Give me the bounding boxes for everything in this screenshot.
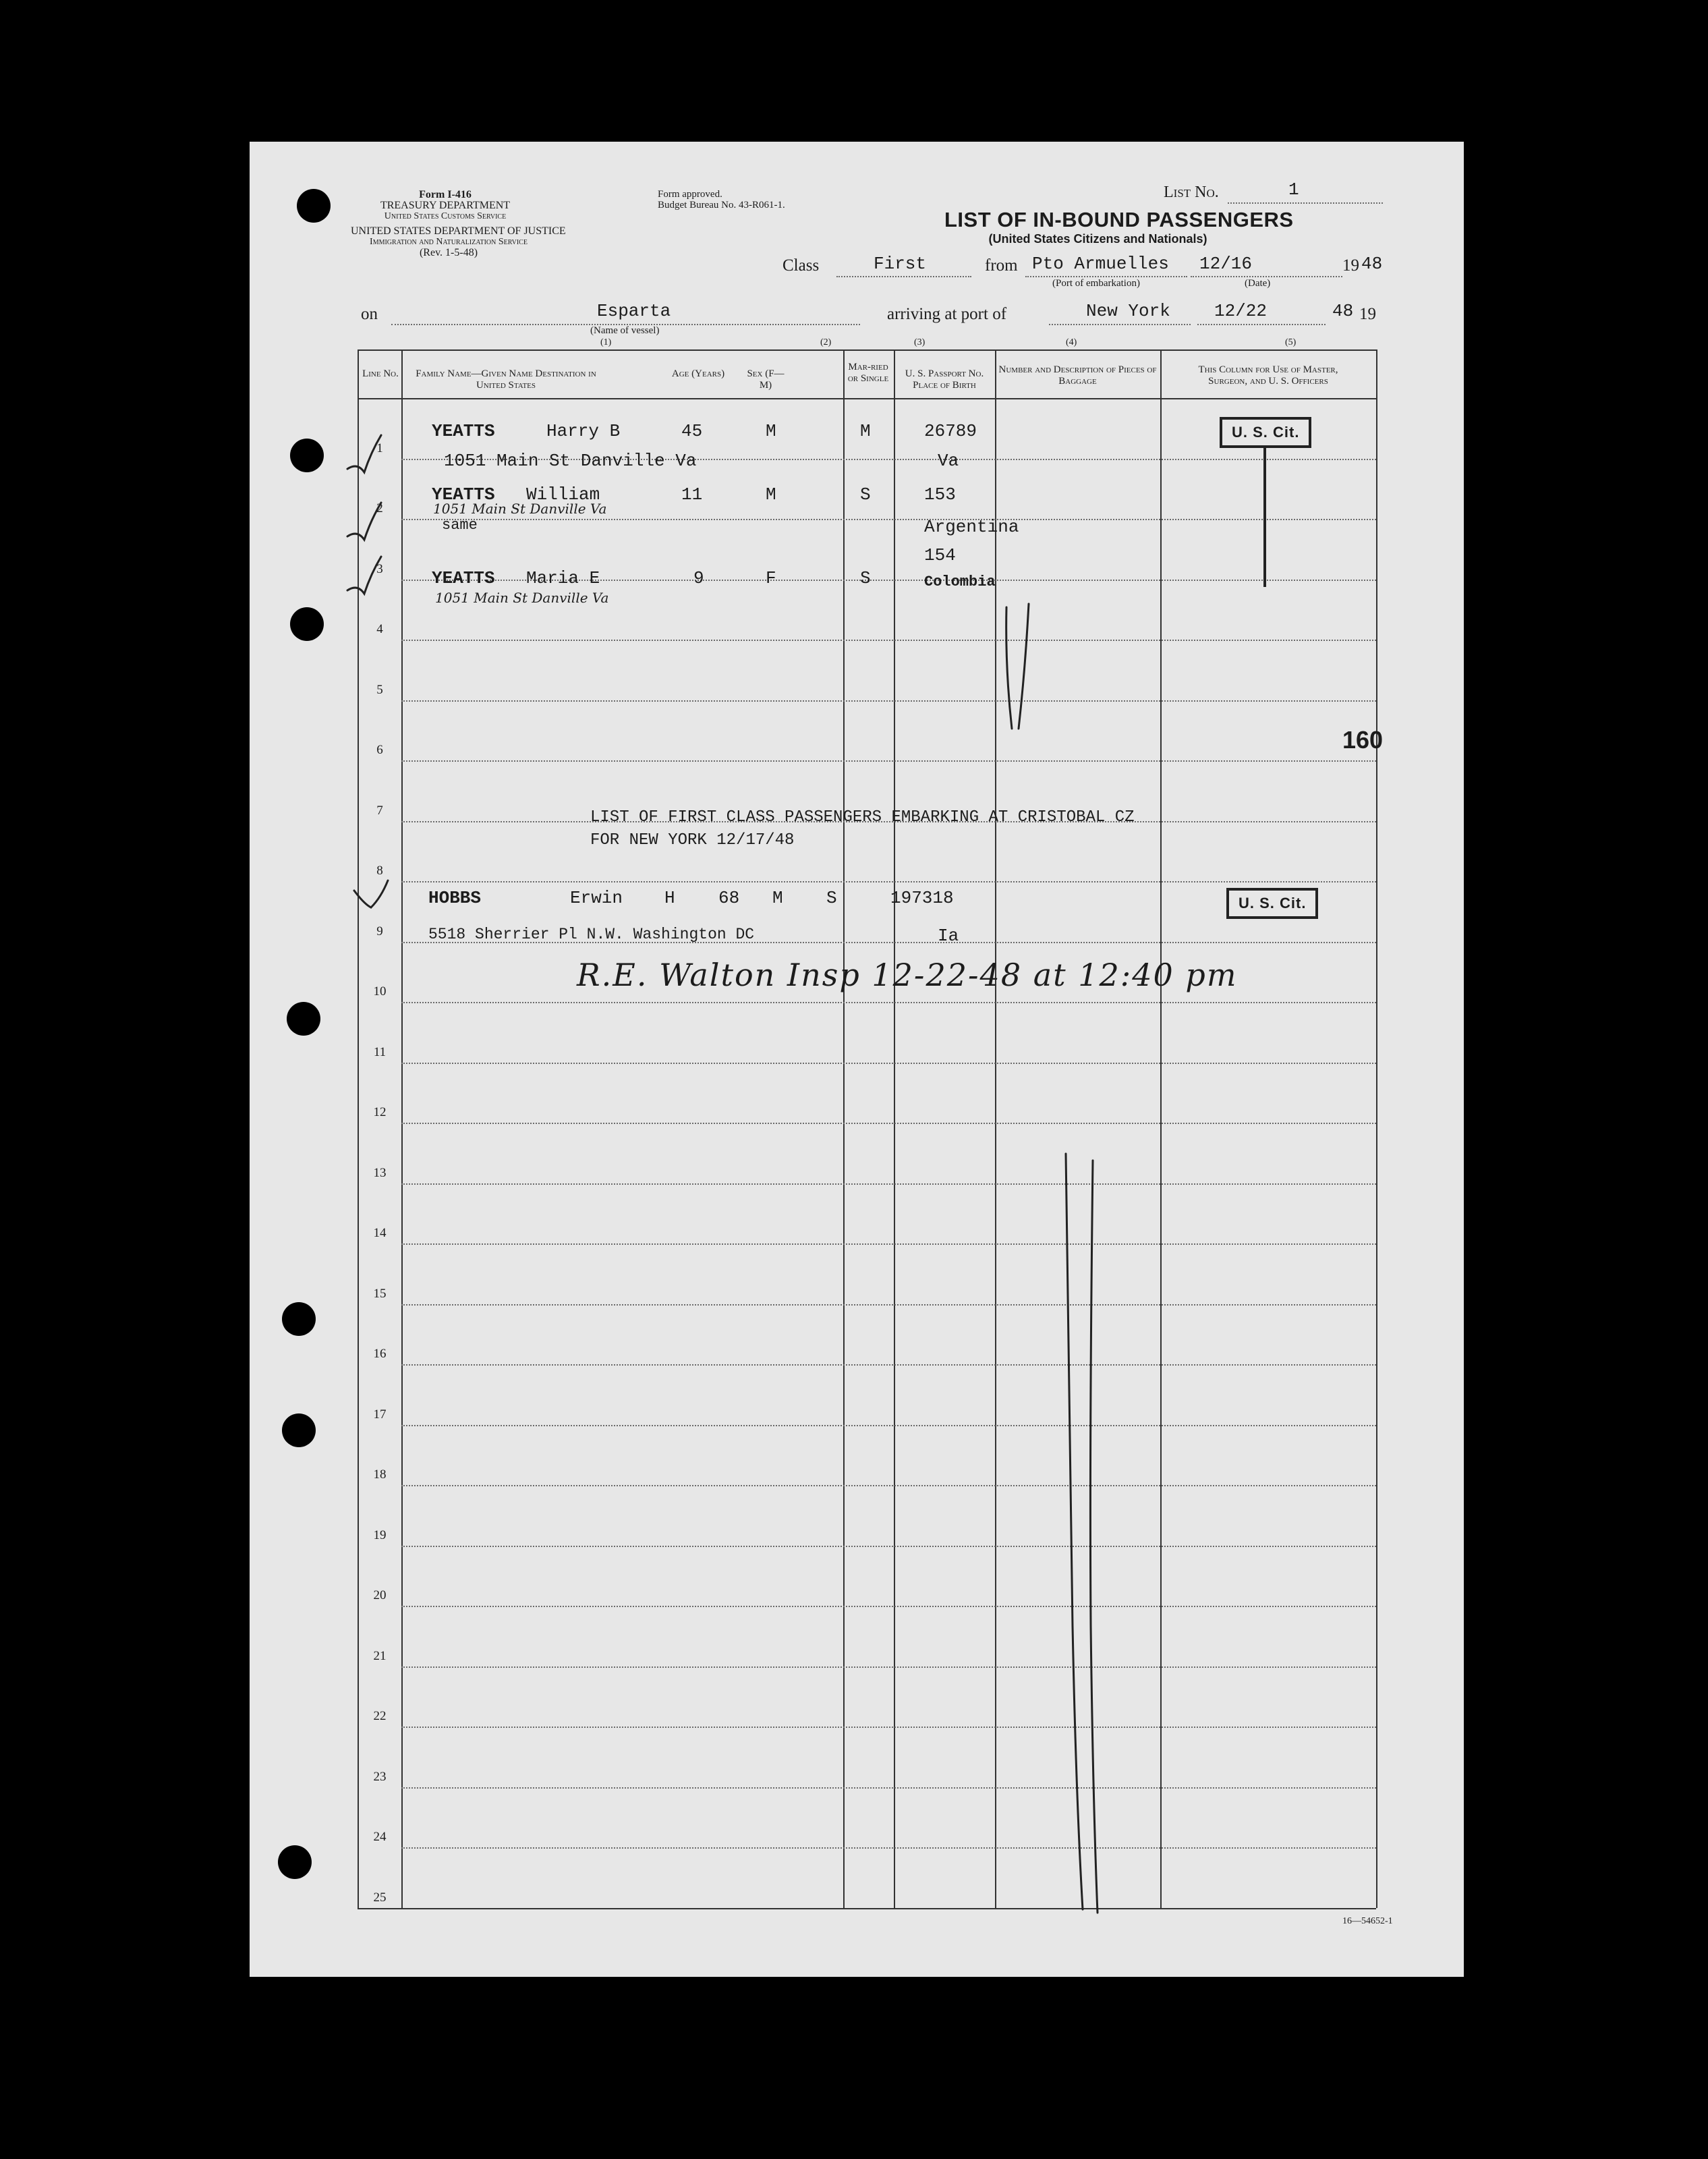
line-number: 5 <box>376 682 383 697</box>
us-citizen-stamp: U. S. Cit. <box>1220 417 1311 448</box>
form-subtitle: (United States Citizens and Nationals) <box>988 232 1207 246</box>
binder-hole <box>282 1413 316 1447</box>
inspector-note: R.E. Walton Insp 12-22-48 at 12:40 pm <box>577 957 1238 993</box>
binder-hole <box>287 1002 320 1036</box>
col-age: Age (Years) <box>671 368 725 379</box>
check-mark <box>344 499 385 546</box>
justice-dept: UNITED STATES DEPARTMENT OF JUSTICE <box>351 225 566 237</box>
from-label: from <box>985 256 1018 275</box>
list-no-value: 1 <box>1288 179 1299 200</box>
row-rule <box>401 519 1376 520</box>
line-number: 24 <box>373 1830 387 1844</box>
ins-service: Immigration and Naturalization Service <box>370 237 528 247</box>
entry-address-same: same <box>442 517 478 534</box>
line-number: 12 <box>373 1105 387 1119</box>
entry-married: S <box>860 484 871 505</box>
form-footer: 16—54652-1 <box>1342 1916 1393 1926</box>
entry-family-name: YEATTS <box>432 421 495 441</box>
row-rule <box>401 1727 1376 1728</box>
line-number: 13 <box>373 1165 387 1180</box>
form-number: Form I-416 <box>419 189 472 200</box>
entry-given-name: Erwin <box>570 888 623 908</box>
line-number: 18 <box>373 1467 387 1482</box>
line-number: 14 <box>373 1226 387 1240</box>
entry-passport: 154 <box>924 545 956 565</box>
entry-age: 9 <box>693 568 704 588</box>
line-number: 3 <box>376 561 383 576</box>
entry-passport: 197318 <box>890 888 954 908</box>
line-number: 9 <box>376 924 383 938</box>
treasury-dept: TREASURY DEPARTMENT <box>380 200 511 211</box>
entry-passport: 153 <box>924 484 956 505</box>
vessel-name: Esparta <box>597 301 671 321</box>
line-number: 16 <box>373 1347 387 1361</box>
row-rule <box>401 700 1376 702</box>
binder-hole <box>278 1845 312 1879</box>
entry-given-name: Maria E <box>526 568 600 588</box>
entry-birthplace: Ia <box>938 926 959 946</box>
arrival-year-suffix: 19 <box>1359 305 1376 323</box>
line-number: 25 <box>373 1890 387 1905</box>
entry-married: S <box>860 568 871 588</box>
section-heading: LIST OF FIRST CLASS PASSENGERS EMBARKING AT CRISTOBAL CZ <box>590 808 1135 826</box>
entry-given-name: William <box>526 484 600 505</box>
col-num-3: (3) <box>914 337 926 347</box>
entry-passport: 26789 <box>924 421 977 441</box>
entry-family-name: YEATTS <box>432 484 495 505</box>
entry-address: 5518 Sherrier Pl N.W. Washington DC <box>428 926 755 943</box>
line-number: 2 <box>376 501 383 515</box>
line-number: 20 <box>373 1588 387 1602</box>
row-rule <box>401 1183 1376 1185</box>
binder-hole <box>282 1302 316 1336</box>
row-rule <box>401 1847 1376 1849</box>
binder-hole <box>297 189 331 223</box>
check-mark <box>351 877 391 911</box>
entry-family-name: YEATTS <box>432 568 495 588</box>
arriving-label: arriving at port of <box>887 305 1007 323</box>
line-number: 11 <box>373 1044 387 1059</box>
entry-age: 45 <box>681 421 703 441</box>
check-mark <box>344 432 385 479</box>
binder-hole <box>290 439 324 472</box>
col-num-1: (1) <box>600 337 612 347</box>
line-number: 1 <box>376 441 383 455</box>
entry-given-name: Harry B <box>546 421 621 441</box>
from-value: Pto Armuelles <box>1032 254 1169 274</box>
line-number: 17 <box>373 1407 387 1422</box>
entry-family-name: HOBBS <box>428 888 482 908</box>
col-line-no: Line No. <box>362 368 399 379</box>
row-rule <box>401 881 1376 882</box>
col-married: Mar-ried or Single <box>847 362 889 384</box>
arrival-year: 48 <box>1332 301 1354 321</box>
customs-service: United States Customs Service <box>384 211 507 221</box>
row-rule <box>401 1243 1376 1245</box>
budget-bureau: Budget Bureau No. 43-R061-1. <box>658 200 785 211</box>
row-rule <box>401 1304 1376 1306</box>
entry-sex: M <box>766 421 776 441</box>
manifest-page <box>250 142 1464 1977</box>
depart-year-prefix: 19 <box>1342 256 1359 275</box>
row-rule <box>401 1063 1376 1064</box>
form-approved: Form approved. <box>658 189 722 200</box>
date-caption: (Date) <box>1245 278 1271 289</box>
list-no-label: List No. <box>1164 184 1219 201</box>
row-rule <box>401 1123 1376 1124</box>
ditto-bracket <box>998 600 1039 735</box>
line-number: 10 <box>373 984 387 999</box>
line-number: 4 <box>376 622 383 636</box>
row-rule <box>401 640 1376 641</box>
line-number: 6 <box>376 743 383 757</box>
line-number: 21 <box>373 1648 387 1663</box>
row-rule <box>401 1546 1376 1547</box>
row-rule <box>401 1606 1376 1607</box>
entry-age: 68 <box>718 888 740 908</box>
line-number: 7 <box>376 803 383 818</box>
section-heading-2: FOR NEW YORK 12/17/48 <box>590 831 795 849</box>
row-rule <box>401 760 1376 762</box>
entry-address: 1051 Main St Danville Va <box>444 451 697 471</box>
line-number: 15 <box>373 1286 387 1301</box>
row-rule <box>401 1666 1376 1668</box>
line-number: 22 <box>373 1709 387 1723</box>
from-caption: (Port of embarkation) <box>1052 278 1140 289</box>
entry-birthplace: Colombia <box>924 573 996 590</box>
line-number: 23 <box>373 1769 387 1784</box>
col-baggage: Number and Description of Pieces of Baggage <box>998 364 1157 387</box>
depart-year: 48 <box>1361 254 1383 274</box>
row-rule <box>401 1364 1376 1366</box>
row-rule <box>401 1485 1376 1486</box>
pencil-line <box>1056 1154 1110 1916</box>
col-sex: Sex (F—M) <box>747 368 785 391</box>
check-mark <box>344 553 385 600</box>
line-number: 19 <box>373 1527 387 1542</box>
entry-sex: M <box>772 888 783 908</box>
row-rule <box>401 1425 1376 1426</box>
entry-age: 11 <box>681 484 703 505</box>
on-label: on <box>361 305 378 323</box>
arrival-port: New York <box>1086 301 1170 321</box>
entry-address-handwritten: 1051 Main St Danville Va <box>435 590 609 606</box>
col-num-2: (2) <box>820 337 832 347</box>
entry-address-handwritten: 1051 Main St Danville Va <box>433 501 607 517</box>
entry-married: M <box>860 421 871 441</box>
col-officers: This Column for Use of Master, Surgeon, and U. S. Officers <box>1198 364 1338 387</box>
entry-initial: H <box>664 888 675 908</box>
col-name: Family Name—Given Name Destination in United States <box>416 368 596 391</box>
entry-married: S <box>826 888 837 908</box>
binder-hole <box>290 607 324 641</box>
row-rule <box>401 1787 1376 1789</box>
entry-sex: F <box>766 568 776 588</box>
form-title: LIST OF IN-BOUND PASSENGERS <box>944 208 1294 231</box>
entry-birthplace: Argentina <box>924 517 1019 537</box>
vessel-caption: (Name of vessel) <box>590 325 660 336</box>
line-number: 8 <box>376 864 383 878</box>
entry-birthplace: Va <box>938 451 959 471</box>
passenger-count: 160 <box>1342 726 1384 754</box>
col-num-4: (4) <box>1066 337 1077 347</box>
depart-date: 12/16 <box>1199 254 1253 274</box>
class-label: Class <box>782 256 820 275</box>
row-rule <box>401 1002 1376 1003</box>
class-value: First <box>874 254 927 274</box>
form-revision: (Rev. 1-5-48) <box>419 247 478 258</box>
us-citizen-stamp: U. S. Cit. <box>1226 888 1318 919</box>
arrival-date: 12/22 <box>1214 301 1268 321</box>
col-num-5: (5) <box>1285 337 1297 347</box>
entry-sex: M <box>766 484 776 505</box>
col-passport: U. S. Passport No. Place of Birth <box>905 368 984 391</box>
